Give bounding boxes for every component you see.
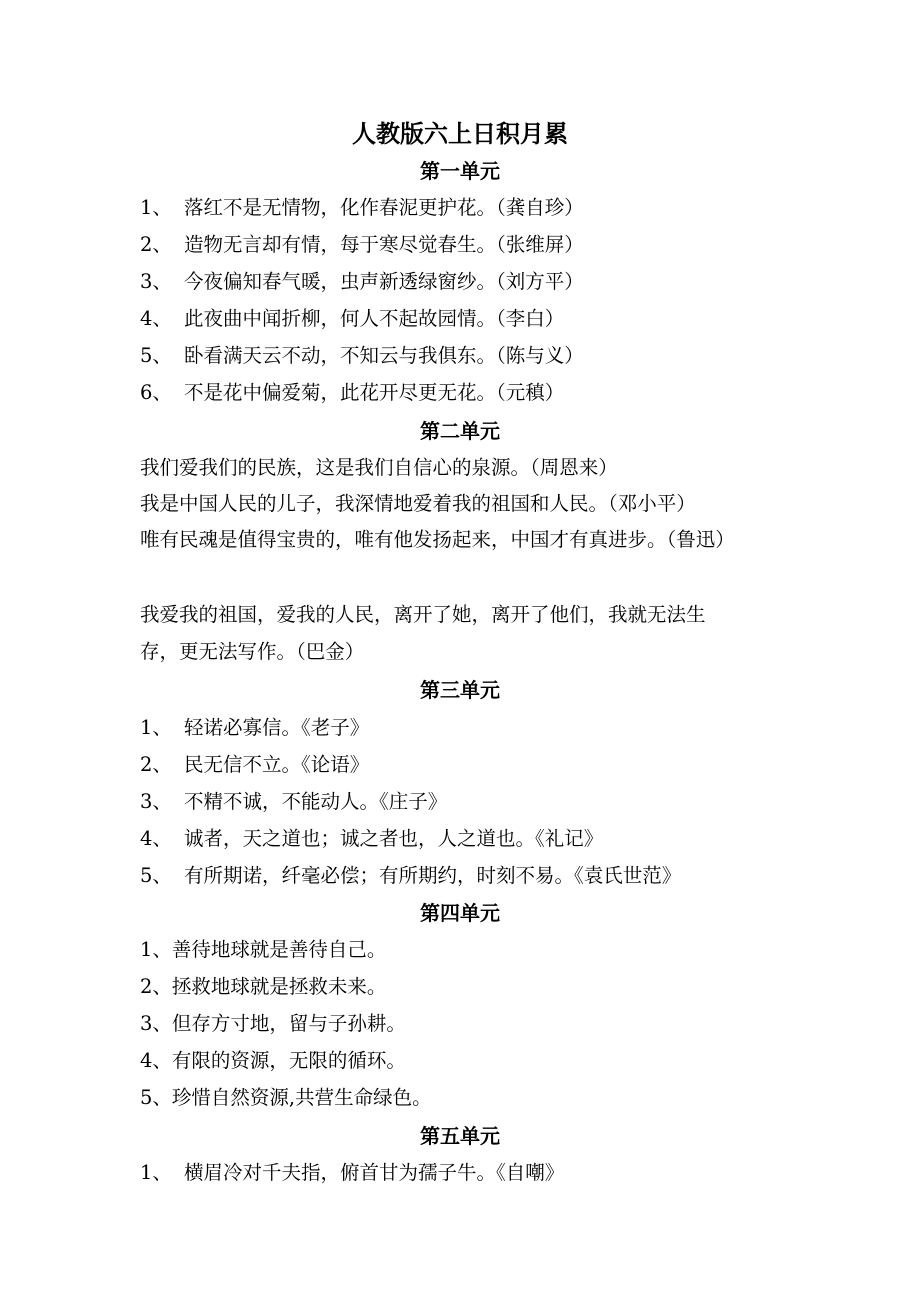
unit-5-heading: 第五单元 [420,1124,500,1148]
unit-2-heading: 第二单元 [420,419,500,443]
item-number: 5、 [140,864,172,887]
unit-5-item [140,1157,564,1189]
unit-2-line: 存，更无法写作。（巴金） [140,640,365,663]
item-number: 4、 [140,307,172,330]
unit-3-item [140,860,681,892]
item-number: 3、 [140,1012,172,1035]
unit-1-item [140,192,584,224]
item-number: 4、 [140,1049,172,1072]
item-number: 1、 [140,716,172,739]
unit-4-heading: 第四单元 [420,901,500,925]
unit-4-item [140,934,386,966]
item-number: 1、 [140,196,172,219]
unit-4-item [140,1082,432,1114]
item-text: 但存方寸地，留与子孙耕。 [171,1012,406,1035]
item-text: 落红不是无情物，化作春泥更护花。（龚自珍） [184,196,584,219]
item-text: 珍惜自然资源,共营生命绿色。 [171,1086,432,1109]
unit-2-line: 我们爱我们的民族，这是我们自信心的泉源。（周恩来） [140,456,618,479]
item-text: 卧看满天云不动，不知云与我俱东。（陈与义） [184,344,584,367]
item-text: 有限的资源，无限的循环。 [171,1049,406,1072]
item-number: 6、 [140,381,172,404]
unit-1-item [140,266,584,298]
item-text: 诚者，天之道也；诚之者也，人之道也。《礼记》 [184,827,604,850]
item-number: 1、 [140,938,172,961]
item-text: 有所期诺，纤毫必偿；有所期约，时刻不易。《袁氏世范》 [184,864,682,887]
item-text: 不精不诚，不能动人。《庄子》 [184,790,448,813]
unit-4-item [140,1045,406,1077]
unit-2-line: 唯有民魂是值得宝贵的，唯有他发扬起来，中国才有真进步。（鲁迅） [140,528,735,551]
unit-1-item [140,377,564,409]
unit-3-heading: 第三单元 [420,678,500,702]
unit-1-item [140,340,584,372]
unit-1-heading: 第一单元 [420,159,500,183]
item-text: 拯救地球就是拯救未来。 [171,975,387,998]
unit-2-line: 我是中国人民的儿子，我深情地爱着我的祖国和人民。（邓小平） [140,492,696,515]
item-text: 轻诺必寡信。《老子》 [184,716,370,739]
item-text: 今夜偏知春气暖，虫声新透绿窗纱。（刘方平） [184,270,584,293]
item-text: 此夜曲中闻折柳，何人不起故园情。（李白） [184,307,565,330]
unit-3-item [140,786,447,818]
item-number: 3、 [140,790,172,813]
item-text: 不是花中偏爱菊，此花开尽更无花。（元稹） [184,381,565,404]
item-text: 横眉冷对千夫指，俯首甘为孺子牛。《自嘲》 [184,1161,565,1184]
page-title: 人教版六上日积月累 [352,119,568,148]
unit-3-item [140,712,369,744]
item-number: 2、 [140,975,172,998]
item-number: 3、 [140,270,172,293]
item-number: 2、 [140,753,172,776]
unit-4-item [140,971,386,1003]
item-number: 1、 [140,1161,172,1184]
unit-4-item [140,1008,406,1040]
unit-1-item [140,303,564,335]
item-number: 4、 [140,827,172,850]
item-number: 5、 [140,344,172,367]
unit-3-item [140,749,369,781]
item-text: 民无信不立。《论语》 [184,753,370,776]
unit-2-line: 我爱我的祖国，爱我的人民，离开了她，离开了他们，我就无法生 [140,603,706,626]
unit-1-item [140,229,584,261]
item-text: 造物无言却有情，每于寒尽觉春生。（张维屏） [184,233,584,256]
item-number: 2、 [140,233,172,256]
item-text: 善待地球就是善待自己。 [171,938,387,961]
item-number: 5、 [140,1086,172,1109]
unit-3-item [140,823,603,855]
